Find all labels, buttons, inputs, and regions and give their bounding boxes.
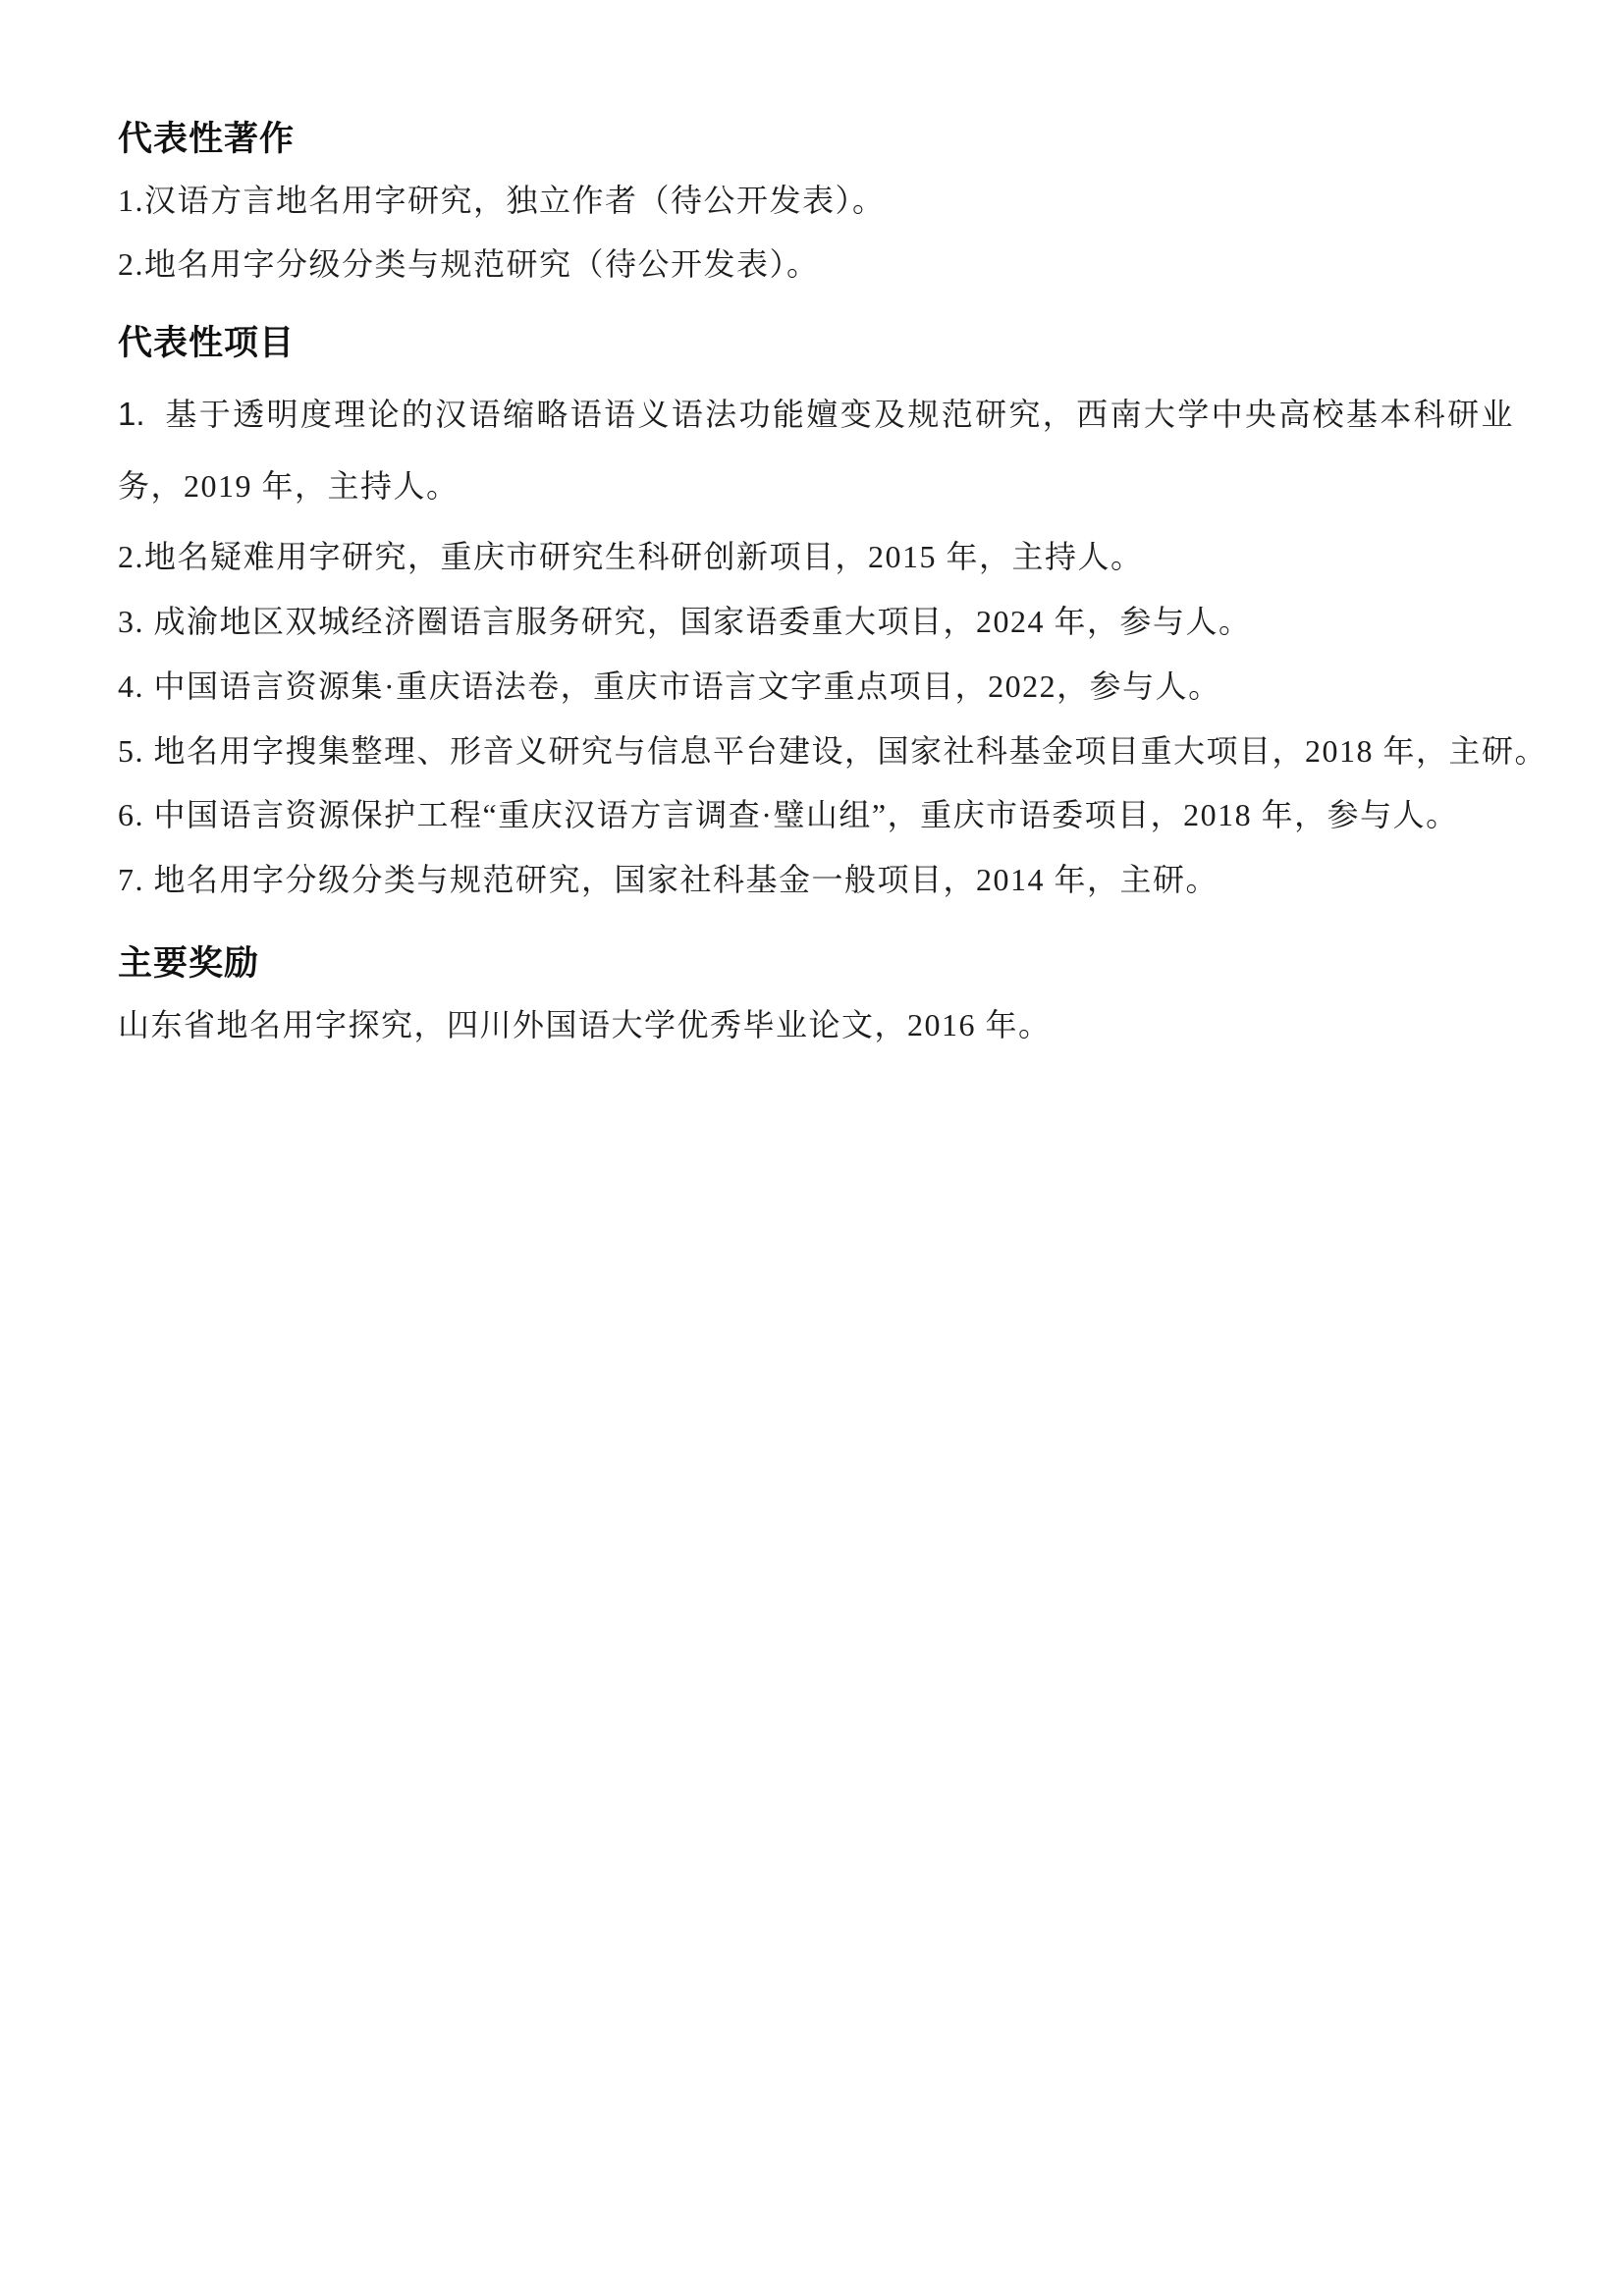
project-1-number: 1. [118,396,145,432]
project-1-text: 基于透明度理论的汉语缩略语语义语法功能嬗变及规范研究，西南大学中央高校基本科研业务，2019 年，主持人。 [118,397,1514,504]
list-item-project-1 [118,378,1514,522]
section-heading-representative-projects: 代表性项目 [118,324,296,362]
list-item-work-2: 2.地名用字分级分类与规范研究（待公开发表）。 [118,246,820,282]
list-item-award-1: 山东省地名用字探究，四川外国语大学优秀毕业论文，2016 年。 [118,1007,1052,1042]
list-item-project-7: 7. 地名用字分级分类与规范研究，国家社科基金一般项目，2014 年，主研。 [118,862,1219,897]
section-heading-representative-works: 代表性著作 [118,120,296,158]
list-item-project-2: 2.地名疑难用字研究，重庆市研究生科研创新项目，2015 年，主持人。 [118,539,1144,574]
list-item-project-4: 4. 中国语言资源集·重庆语法卷，重庆市语言文字重点项目，2022，参与人。 [118,668,1221,704]
section-heading-main-awards: 主要奖励 [118,944,260,983]
list-item-project-3: 3. 成渝地区双城经济圈语言服务研究，国家语委重大项目，2024 年，参与人。 [118,604,1252,639]
list-item-work-1: 1.汉语方言地名用字研究，独立作者（待公开发表）。 [118,183,886,218]
list-item-project-6: 6. 中国语言资源保护工程“重庆汉语方言调查·璧山组”，重庆市语委项目，2018 年，参与人。 [118,797,1459,832]
list-item-project-5: 5. 地名用字搜集整理、形音义研究与信息平台建设，国家社科基金项目重大项目，2018 年，主研。 [118,733,1548,769]
